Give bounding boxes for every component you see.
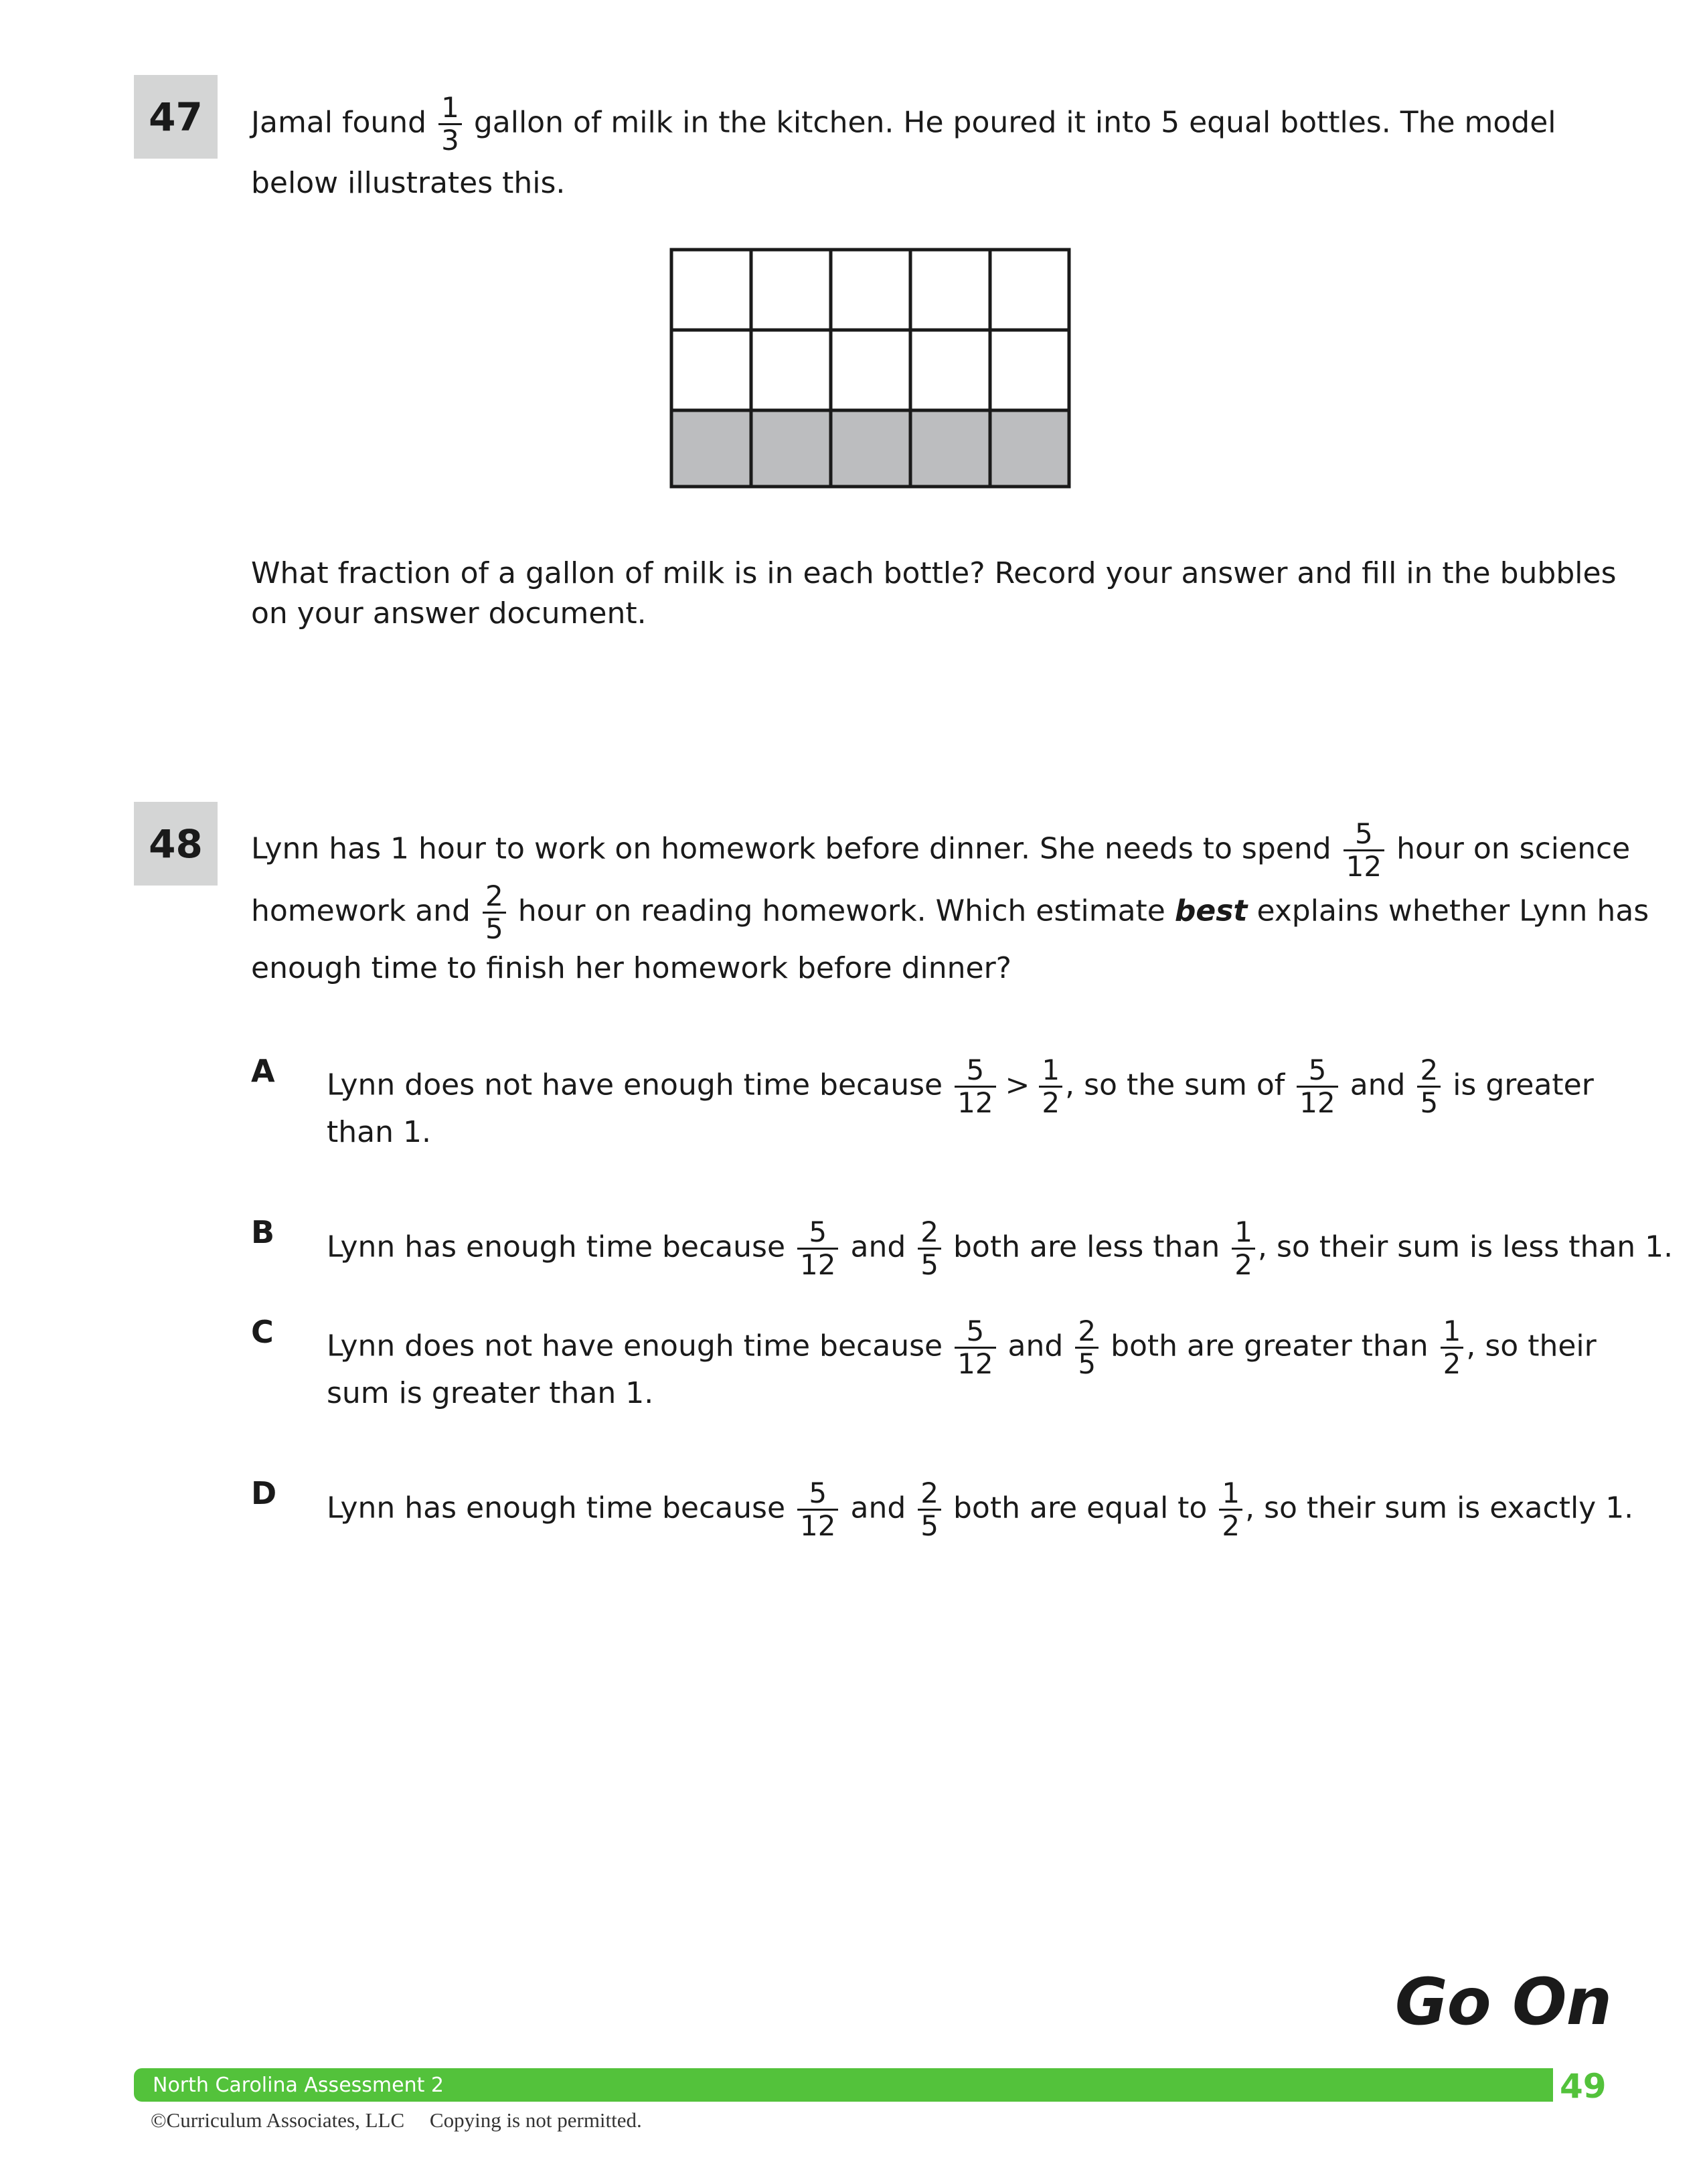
q48-text-d: hour on reading homework. Which estimate [517, 894, 1165, 928]
option-c-line-1 [327, 1317, 1597, 1378]
fraction-two-fifths [1417, 1056, 1441, 1117]
q47-question-line-2: on your answer document. [251, 596, 647, 631]
option-a-text-3: and [1350, 1068, 1406, 1102]
fraction-denominator: 5 [920, 1509, 939, 1542]
q48-text-line-3: enough time to finish her homework before dinner? [251, 951, 1012, 985]
fraction-two-fifths [1075, 1317, 1099, 1378]
option-c-line-2: sum is greater than 1. [327, 1376, 654, 1410]
option-a-line-1 [327, 1056, 1594, 1117]
fraction-one-half [1039, 1056, 1062, 1117]
option-b-text-2: and [850, 1230, 906, 1264]
fraction-denominator: 5 [920, 1248, 939, 1281]
fraction-numerator: 5 [955, 1056, 995, 1088]
fraction-denominator: 2 [1222, 1509, 1240, 1542]
q48-text-e: explains whether Lynn has [1256, 894, 1649, 928]
fraction-denominator: 12 [800, 1509, 836, 1542]
fraction-denominator: 5 [1420, 1086, 1439, 1119]
option-c-text-3: both are greater than [1111, 1329, 1429, 1363]
fraction-two-fifths [918, 1479, 941, 1540]
fraction-numerator: 5 [1344, 820, 1384, 851]
q48-text-a: Lynn has 1 hour to work on homework before dinner. She needs to spend [251, 831, 1331, 866]
option-c-text-1: Lynn does not have enough time because [327, 1329, 943, 1363]
option-d-line-1 [327, 1479, 1633, 1540]
option-c-text-2: and [1007, 1329, 1064, 1363]
fraction-denominator: 12 [1346, 850, 1382, 883]
fraction-denominator: 2 [1234, 1248, 1252, 1281]
q47-text-line-2: below illustrates this. [251, 166, 566, 200]
fraction-numerator: 2 [918, 1479, 941, 1511]
fraction-denominator: 5 [485, 912, 503, 945]
assessment-title: North Carolina Assessment 2 [153, 2073, 444, 2097]
fraction-numerator: 1 [1441, 1317, 1464, 1349]
option-letter-c: C [251, 1314, 274, 1350]
q47-text-b: gallon of milk in the kitchen. He poured it into 5 equal bottles. The model [473, 105, 1556, 140]
copyright-text: ©Curriculum Associates, LLC [151, 2108, 405, 2132]
fraction-one-half [1441, 1317, 1464, 1378]
fraction-five-twelfths [955, 1056, 995, 1117]
q48-emphasis-best: best [1174, 894, 1248, 928]
fraction-five-twelfths [1344, 817, 1384, 883]
fraction-denominator: 12 [957, 1086, 993, 1119]
fraction-two-fifths [483, 879, 506, 945]
fraction-one-third [438, 91, 462, 157]
q47-text-a: Jamal found [251, 105, 427, 140]
option-d-text-3: both are equal to [953, 1491, 1208, 1525]
q48-text-b: hour on science [1396, 831, 1631, 866]
fraction-numerator: 5 [955, 1317, 995, 1349]
fraction-numerator: 2 [483, 882, 506, 914]
option-b-text-1: Lynn has enough time because [327, 1230, 786, 1264]
option-d-text-4: , so their sum is exactly 1. [1245, 1491, 1634, 1525]
fraction-one-half [1219, 1479, 1242, 1540]
option-letter-d: D [251, 1475, 277, 1511]
fraction-numerator: 1 [438, 94, 462, 125]
fraction-numerator: 2 [1417, 1056, 1441, 1088]
question-number-48: 48 [134, 802, 218, 886]
q48-text-c: homework and [251, 894, 471, 928]
option-b-text-4: , so their sum is less than 1. [1257, 1230, 1674, 1264]
option-b-text-3: both are less than [953, 1230, 1220, 1264]
fraction-five-twelfths [797, 1215, 838, 1281]
fraction-numerator: 1 [1039, 1056, 1062, 1088]
q47-text-line-1 [251, 91, 1556, 157]
fraction-numerator: 5 [797, 1218, 838, 1250]
fraction-numerator: 5 [1297, 1056, 1337, 1088]
option-d-text-1: Lynn has enough time because [327, 1491, 786, 1525]
fraction-numerator: 5 [797, 1479, 838, 1511]
option-a-text-2: , so the sum of [1065, 1068, 1285, 1102]
copy-notice: Copying is not permitted. [429, 2108, 642, 2132]
fraction-denominator: 2 [1042, 1086, 1060, 1119]
option-a-text-4: is greater [1453, 1068, 1594, 1102]
question-number-47: 47 [134, 75, 218, 159]
footer-bar [134, 2068, 1553, 2102]
option-a-text-1: Lynn does not have enough time because [327, 1068, 943, 1102]
fraction-area-model [669, 248, 1071, 489]
fraction-five-twelfths [797, 1479, 838, 1540]
option-letter-a: A [251, 1053, 275, 1089]
option-a-line-2: than 1. [327, 1115, 431, 1149]
option-b-line-1 [327, 1215, 1674, 1281]
option-c-text-4: , so their [1466, 1329, 1597, 1363]
fraction-numerator: 1 [1219, 1479, 1242, 1511]
q48-text-line-2 [251, 879, 1649, 945]
page-number: 49 [1560, 2067, 1607, 2106]
copyright-line [151, 2108, 642, 2132]
fraction-five-twelfths [955, 1317, 995, 1378]
fraction-denominator: 5 [1078, 1347, 1096, 1380]
fraction-numerator: 1 [1232, 1218, 1255, 1250]
fraction-numerator: 2 [1075, 1317, 1099, 1349]
greater-than-symbol: > [1005, 1068, 1030, 1102]
go-on-label: Go On [1394, 1964, 1611, 2039]
fraction-denominator: 12 [1299, 1086, 1335, 1119]
option-d-text-2: and [850, 1491, 906, 1525]
option-letter-b: B [251, 1214, 275, 1250]
fraction-denominator: 12 [957, 1347, 993, 1380]
fraction-denominator: 3 [441, 124, 459, 157]
fraction-denominator: 12 [800, 1248, 836, 1281]
model-shaded-row [671, 410, 1069, 487]
fraction-five-twelfths [1297, 1056, 1337, 1117]
q48-text-line-1 [251, 817, 1631, 883]
q47-question-line-1: What fraction of a gallon of milk is in each bottle? Record your answer and fill in the bubbles [251, 556, 1617, 590]
fraction-denominator: 2 [1443, 1347, 1461, 1380]
fraction-one-half [1232, 1215, 1255, 1281]
fraction-numerator: 2 [918, 1218, 941, 1250]
fraction-two-fifths [918, 1215, 941, 1281]
